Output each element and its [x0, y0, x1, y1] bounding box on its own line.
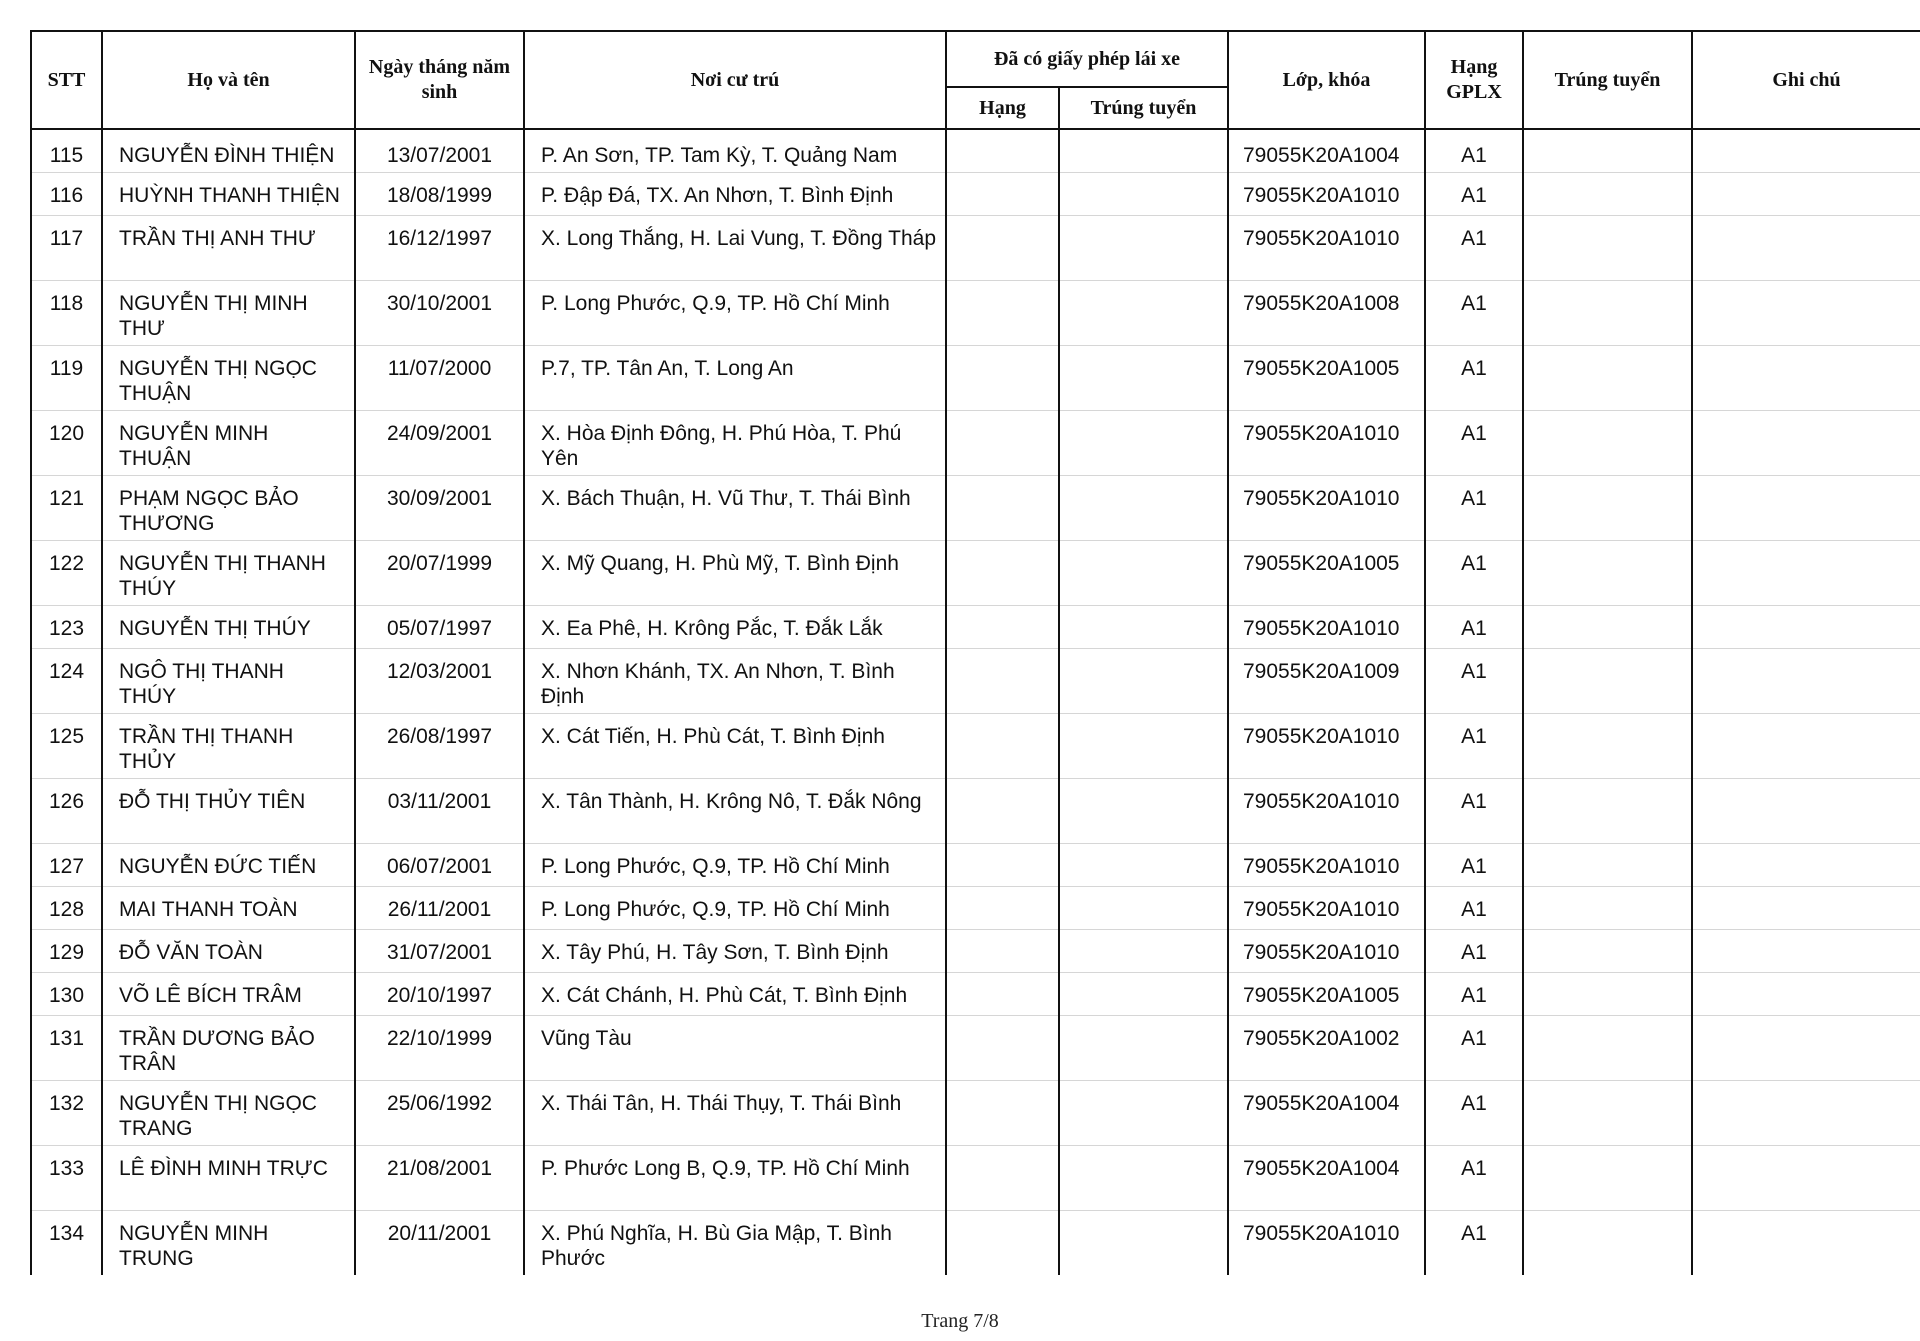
cell-class-course: 79055K20A1010: [1228, 886, 1425, 929]
table-row: [31, 410, 1920, 475]
cell-stt: 125: [31, 713, 102, 778]
cell-note: [1692, 1145, 1920, 1210]
header-name: Họ và tên: [102, 31, 355, 129]
cell-class-course: 79055K20A1010: [1228, 713, 1425, 778]
cell-license-pass: [1059, 1080, 1228, 1145]
cell-license-pass: [1059, 1015, 1228, 1080]
cell-stt: 118: [31, 280, 102, 345]
cell-pass: [1523, 215, 1692, 280]
table-row: [31, 929, 1920, 972]
table-row: [31, 129, 1920, 172]
cell-note: [1692, 1080, 1920, 1145]
cell-address: X. Hòa Định Đông, H. Phú Hòa, T. Phú Yên: [524, 410, 946, 475]
cell-class-course: 79055K20A1010: [1228, 843, 1425, 886]
cell-address: X. Tân Thành, H. Krông Nô, T. Đắk Nông: [524, 778, 946, 843]
cell-address: P. Đập Đá, TX. An Nhơn, T. Bình Định: [524, 172, 946, 215]
cell-license-pass: [1059, 475, 1228, 540]
cell-class-course: 79055K20A1010: [1228, 410, 1425, 475]
cell-stt: 123: [31, 605, 102, 648]
cell-license-pass: [1059, 280, 1228, 345]
cell-address: X. Mỹ Quang, H. Phù Mỹ, T. Bình Định: [524, 540, 946, 605]
table-row: [31, 1015, 1920, 1080]
cell-class-course: 79055K20A1010: [1228, 929, 1425, 972]
table-row: [31, 972, 1920, 1015]
cell-class-course: 79055K20A1010: [1228, 172, 1425, 215]
cell-dob: 18/08/1999: [355, 172, 524, 215]
cell-pass: [1523, 886, 1692, 929]
cell-stt: 117: [31, 215, 102, 280]
cell-license-pass: [1059, 972, 1228, 1015]
cell-pass: [1523, 1210, 1692, 1275]
cell-gplx-class: A1: [1425, 129, 1523, 172]
cell-license-pass: [1059, 345, 1228, 410]
cell-gplx-class: A1: [1425, 972, 1523, 1015]
cell-address: P. Long Phước, Q.9, TP. Hồ Chí Minh: [524, 280, 946, 345]
cell-license-pass: [1059, 929, 1228, 972]
cell-name: NGUYỄN THỊ NGỌC THUẬN: [102, 345, 355, 410]
table-row: [31, 713, 1920, 778]
cell-license-pass: [1059, 713, 1228, 778]
candidate-table: [30, 30, 1920, 1275]
cell-class-course: 79055K20A1004: [1228, 129, 1425, 172]
cell-class-course: 79055K20A1010: [1228, 215, 1425, 280]
cell-name: NGUYỄN MINH TRUNG: [102, 1210, 355, 1275]
cell-name: VÕ LÊ BÍCH TRÂM: [102, 972, 355, 1015]
cell-license-pass: [1059, 410, 1228, 475]
cell-license-pass: [1059, 886, 1228, 929]
header-stt: STT: [31, 31, 102, 129]
cell-class-course: 79055K20A1010: [1228, 778, 1425, 843]
cell-pass: [1523, 648, 1692, 713]
cell-note: [1692, 540, 1920, 605]
cell-gplx-class: A1: [1425, 475, 1523, 540]
cell-dob: 24/09/2001: [355, 410, 524, 475]
cell-pass: [1523, 129, 1692, 172]
cell-name: NGUYỄN ĐÌNH THIỆN: [102, 129, 355, 172]
cell-name: NGUYỄN THỊ THÚY: [102, 605, 355, 648]
cell-name: NGUYỄN MINH THUẬN: [102, 410, 355, 475]
cell-class-course: 79055K20A1010: [1228, 475, 1425, 540]
table-row: [31, 1080, 1920, 1145]
header-address: Nơi cư trú: [524, 31, 946, 129]
header-class-course: Lớp, khóa: [1228, 31, 1425, 129]
cell-address: P. Long Phước, Q.9, TP. Hồ Chí Minh: [524, 843, 946, 886]
cell-address: Vũng Tàu: [524, 1015, 946, 1080]
cell-address: X. Ea Phê, H. Krông Pắc, T. Đắk Lắk: [524, 605, 946, 648]
cell-license-class: [946, 713, 1059, 778]
cell-name: NGUYỄN ĐỨC TIẾN: [102, 843, 355, 886]
cell-name: NGUYỄN THỊ MINH THƯ: [102, 280, 355, 345]
cell-license-pass: [1059, 648, 1228, 713]
cell-class-course: 79055K20A1010: [1228, 605, 1425, 648]
cell-name: LÊ ĐÌNH MINH TRỰC: [102, 1145, 355, 1210]
cell-pass: [1523, 713, 1692, 778]
cell-pass: [1523, 843, 1692, 886]
cell-address: X. Bách Thuận, H. Vũ Thư, T. Thái Bình: [524, 475, 946, 540]
cell-note: [1692, 475, 1920, 540]
cell-dob: 16/12/1997: [355, 215, 524, 280]
cell-license-class: [946, 1080, 1059, 1145]
cell-class-course: 79055K20A1005: [1228, 540, 1425, 605]
cell-stt: 134: [31, 1210, 102, 1275]
table-row: [31, 172, 1920, 215]
cell-address: X. Nhơn Khánh, TX. An Nhơn, T. Bình Định: [524, 648, 946, 713]
cell-address: X. Cát Tiến, H. Phù Cát, T. Bình Định: [524, 713, 946, 778]
cell-class-course: 79055K20A1009: [1228, 648, 1425, 713]
cell-license-class: [946, 605, 1059, 648]
cell-license-pass: [1059, 843, 1228, 886]
cell-name: MAI THANH TOÀN: [102, 886, 355, 929]
cell-gplx-class: A1: [1425, 345, 1523, 410]
cell-stt: 119: [31, 345, 102, 410]
cell-gplx-class: A1: [1425, 778, 1523, 843]
cell-license-class: [946, 929, 1059, 972]
table-row: [31, 843, 1920, 886]
cell-dob: 26/08/1997: [355, 713, 524, 778]
cell-dob: 30/10/2001: [355, 280, 524, 345]
cell-address: P. An Sơn, TP. Tam Kỳ, T. Quảng Nam: [524, 129, 946, 172]
table-row: [31, 280, 1920, 345]
cell-license-class: [946, 886, 1059, 929]
table-row: [31, 215, 1920, 280]
cell-note: [1692, 1015, 1920, 1080]
cell-pass: [1523, 1015, 1692, 1080]
cell-note: [1692, 410, 1920, 475]
cell-license-class: [946, 1210, 1059, 1275]
cell-stt: 115: [31, 129, 102, 172]
header-license-class: Hạng: [946, 87, 1059, 129]
cell-dob: 11/07/2000: [355, 345, 524, 410]
cell-note: [1692, 1210, 1920, 1275]
cell-gplx-class: A1: [1425, 1080, 1523, 1145]
cell-pass: [1523, 345, 1692, 410]
table-row: [31, 648, 1920, 713]
cell-stt: 124: [31, 648, 102, 713]
cell-address: X. Long Thắng, H. Lai Vung, T. Đồng Tháp: [524, 215, 946, 280]
cell-gplx-class: A1: [1425, 1015, 1523, 1080]
cell-license-pass: [1059, 540, 1228, 605]
cell-license-class: [946, 972, 1059, 1015]
table-row: [31, 778, 1920, 843]
cell-stt: 120: [31, 410, 102, 475]
cell-license-pass: [1059, 215, 1228, 280]
cell-note: [1692, 972, 1920, 1015]
cell-note: [1692, 713, 1920, 778]
cell-class-course: 79055K20A1004: [1228, 1080, 1425, 1145]
cell-dob: 12/03/2001: [355, 648, 524, 713]
cell-dob: 30/09/2001: [355, 475, 524, 540]
cell-dob: 13/07/2001: [355, 129, 524, 172]
cell-dob: 26/11/2001: [355, 886, 524, 929]
cell-license-class: [946, 172, 1059, 215]
table-header: [31, 31, 1920, 129]
cell-name: ĐỖ THỊ THỦY TIÊN: [102, 778, 355, 843]
header-license-group: Đã có giấy phép lái xe: [946, 31, 1228, 87]
cell-gplx-class: A1: [1425, 410, 1523, 475]
cell-note: [1692, 345, 1920, 410]
cell-stt: 130: [31, 972, 102, 1015]
cell-dob: 20/10/1997: [355, 972, 524, 1015]
cell-address: X. Cát Chánh, H. Phù Cát, T. Bình Định: [524, 972, 946, 1015]
cell-pass: [1523, 605, 1692, 648]
cell-license-pass: [1059, 1210, 1228, 1275]
cell-dob: 31/07/2001: [355, 929, 524, 972]
cell-license-class: [946, 778, 1059, 843]
cell-gplx-class: A1: [1425, 540, 1523, 605]
cell-address: P. Phước Long B, Q.9, TP. Hồ Chí Minh: [524, 1145, 946, 1210]
table-row: [31, 1210, 1920, 1275]
cell-address: X. Tây Phú, H. Tây Sơn, T. Bình Định: [524, 929, 946, 972]
cell-pass: [1523, 540, 1692, 605]
cell-name: PHẠM NGỌC BẢO THƯƠNG: [102, 475, 355, 540]
header-note: Ghi chú: [1692, 31, 1920, 129]
cell-class-course: 79055K20A1008: [1228, 280, 1425, 345]
cell-gplx-class: A1: [1425, 280, 1523, 345]
table-row: [31, 345, 1920, 410]
cell-dob: 21/08/2001: [355, 1145, 524, 1210]
cell-pass: [1523, 1080, 1692, 1145]
page-number: Trang 7/8: [921, 1310, 999, 1332]
cell-address: X. Phú Nghĩa, H. Bù Gia Mập, T. Bình Phước: [524, 1210, 946, 1275]
cell-note: [1692, 215, 1920, 280]
cell-pass: [1523, 972, 1692, 1015]
table-row: [31, 1145, 1920, 1210]
cell-gplx-class: A1: [1425, 215, 1523, 280]
cell-gplx-class: A1: [1425, 1145, 1523, 1210]
cell-dob: 20/11/2001: [355, 1210, 524, 1275]
cell-gplx-class: A1: [1425, 886, 1523, 929]
cell-dob: 25/06/1992: [355, 1080, 524, 1145]
cell-license-class: [946, 475, 1059, 540]
cell-pass: [1523, 410, 1692, 475]
table-row: [31, 886, 1920, 929]
cell-gplx-class: A1: [1425, 929, 1523, 972]
cell-name: HUỲNH THANH THIỆN: [102, 172, 355, 215]
cell-class-course: 79055K20A1004: [1228, 1145, 1425, 1210]
cell-pass: [1523, 929, 1692, 972]
header-dob: Ngày tháng năm sinh: [355, 31, 524, 129]
cell-stt: 133: [31, 1145, 102, 1210]
cell-dob: 05/07/1997: [355, 605, 524, 648]
cell-address: P. Long Phước, Q.9, TP. Hồ Chí Minh: [524, 886, 946, 929]
cell-license-class: [946, 1015, 1059, 1080]
cell-pass: [1523, 172, 1692, 215]
cell-note: [1692, 172, 1920, 215]
cell-class-course: 79055K20A1002: [1228, 1015, 1425, 1080]
cell-note: [1692, 605, 1920, 648]
cell-class-course: 79055K20A1005: [1228, 345, 1425, 410]
cell-stt: 122: [31, 540, 102, 605]
cell-license-pass: [1059, 605, 1228, 648]
cell-license-class: [946, 280, 1059, 345]
cell-pass: [1523, 475, 1692, 540]
cell-license-class: [946, 648, 1059, 713]
cell-address: X. Thái Tân, H. Thái Thụy, T. Thái Bình: [524, 1080, 946, 1145]
cell-note: [1692, 886, 1920, 929]
header-license-pass: Trúng tuyển: [1059, 87, 1228, 129]
cell-license-class: [946, 410, 1059, 475]
cell-pass: [1523, 778, 1692, 843]
cell-name: TRẦN DƯƠNG BẢO TRÂN: [102, 1015, 355, 1080]
cell-pass: [1523, 1145, 1692, 1210]
cell-name: NGUYỄN THỊ NGỌC TRANG: [102, 1080, 355, 1145]
header-gplx-class: Hạng GPLX: [1425, 31, 1523, 129]
cell-license-class: [946, 345, 1059, 410]
cell-note: [1692, 129, 1920, 172]
cell-address: P.7, TP. Tân An, T. Long An: [524, 345, 946, 410]
cell-name: NGUYỄN THỊ THANH THÚY: [102, 540, 355, 605]
cell-license-pass: [1059, 1145, 1228, 1210]
table-row: [31, 540, 1920, 605]
cell-note: [1692, 843, 1920, 886]
cell-class-course: 79055K20A1005: [1228, 972, 1425, 1015]
cell-gplx-class: A1: [1425, 648, 1523, 713]
header-pass: Trúng tuyển: [1523, 31, 1692, 129]
cell-gplx-class: A1: [1425, 843, 1523, 886]
cell-gplx-class: A1: [1425, 1210, 1523, 1275]
cell-note: [1692, 929, 1920, 972]
cell-pass: [1523, 280, 1692, 345]
cell-dob: 03/11/2001: [355, 778, 524, 843]
cell-note: [1692, 648, 1920, 713]
cell-dob: 22/10/1999: [355, 1015, 524, 1080]
cell-license-class: [946, 540, 1059, 605]
cell-dob: 20/07/1999: [355, 540, 524, 605]
table-row: [31, 605, 1920, 648]
cell-stt: 127: [31, 843, 102, 886]
cell-license-class: [946, 215, 1059, 280]
cell-license-pass: [1059, 129, 1228, 172]
cell-note: [1692, 280, 1920, 345]
cell-stt: 126: [31, 778, 102, 843]
cell-note: [1692, 778, 1920, 843]
cell-gplx-class: A1: [1425, 605, 1523, 648]
cell-stt: 116: [31, 172, 102, 215]
cell-stt: 132: [31, 1080, 102, 1145]
table-body: [31, 129, 1920, 1275]
cell-license-pass: [1059, 172, 1228, 215]
cell-license-pass: [1059, 778, 1228, 843]
cell-stt: 131: [31, 1015, 102, 1080]
cell-license-class: [946, 1145, 1059, 1210]
cell-name: NGÔ THỊ THANH THÚY: [102, 648, 355, 713]
cell-gplx-class: A1: [1425, 172, 1523, 215]
cell-stt: 128: [31, 886, 102, 929]
cell-name: ĐỖ VĂN TOÀN: [102, 929, 355, 972]
table-row: [31, 475, 1920, 540]
cell-license-class: [946, 843, 1059, 886]
cell-name: TRẦN THỊ THANH THỦY: [102, 713, 355, 778]
cell-class-course: 79055K20A1010: [1228, 1210, 1425, 1275]
cell-stt: 129: [31, 929, 102, 972]
cell-license-class: [946, 129, 1059, 172]
cell-name: TRẦN THỊ ANH THƯ: [102, 215, 355, 280]
cell-dob: 06/07/2001: [355, 843, 524, 886]
cell-stt: 121: [31, 475, 102, 540]
cell-gplx-class: A1: [1425, 713, 1523, 778]
